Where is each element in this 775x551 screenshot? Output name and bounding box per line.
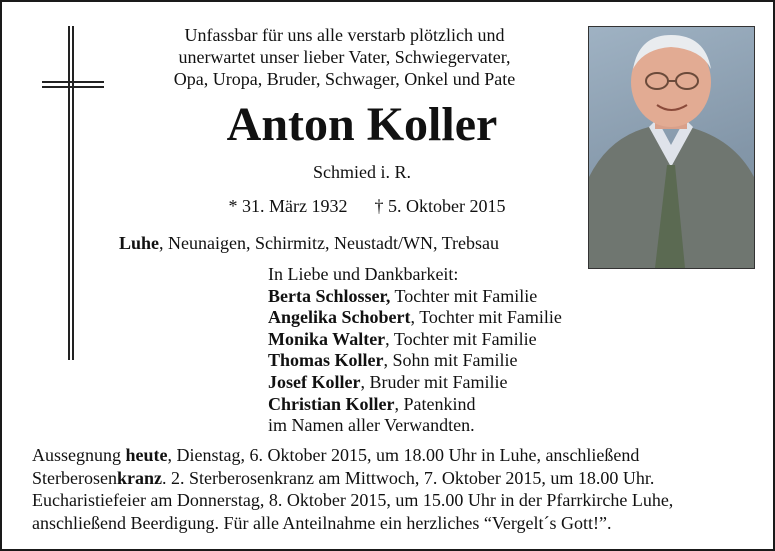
footer-text: . 2. Sterberosenkranz am Mittwoch, 7. Oktober 2015, um 18.00 Uhr. Eucharistiefeier am Donnerstag, 8. Oktober 2015, um 15.00 Uhr in der Pfarrkirche Luhe, anschließend Beerdigung. Für alle Anteilnahme ein herzliches “Vergelt´s Gott!”. [32, 467, 674, 533]
mourner-relation: Tochter mit Familie [390, 285, 538, 306]
mourner-name: Christian Koller [268, 393, 395, 414]
footer-text: Aussegnung [32, 445, 126, 465]
occupation: Schmied i. R. [313, 162, 411, 182]
mourners-closing: im Namen aller Verwandten. [268, 415, 475, 436]
cross-icon [42, 26, 106, 360]
intro-line: unerwartet unser lieber Vater, Schwiegervater, [178, 47, 511, 67]
footer-emphasis: kranz [116, 467, 162, 488]
death-date: † 5. Oktober 2015 [374, 196, 506, 216]
footer-text: , Dienstag, 6. Oktober 2015, um 18.00 Uhr in Luhe, anschließend Sterberosen [32, 445, 640, 488]
intro-text [122, 24, 567, 90]
mourner-row [268, 286, 608, 308]
portrait-photo [588, 26, 755, 269]
mourners-list [268, 264, 608, 437]
mourner-name: Monika Walter [268, 328, 386, 349]
intro-line: Unfassbar für uns alle verstarb plötzlich und [184, 25, 505, 45]
mourner-name: Angelika Schobert [268, 307, 411, 328]
mourner-relation: , Tochter mit Familie [385, 328, 537, 349]
life-dates [152, 196, 582, 217]
mourner-name: Thomas Koller [268, 350, 384, 371]
mourner-name: Josef Koller [268, 371, 361, 392]
service-details [32, 444, 752, 534]
mourner-relation: , Patenkind [394, 393, 476, 414]
mourner-row [268, 394, 608, 416]
mourner-name: Berta Schlosser, [268, 285, 391, 306]
places-line [119, 233, 589, 254]
footer-emphasis: heute [125, 445, 168, 465]
intro-line: Opa, Uropa, Bruder, Schwager, Onkel und Pate [173, 69, 516, 89]
mourner-row [268, 329, 608, 351]
place-others: , Neunaigen, Schirmitz, Neustadt/WN, Trebsau [159, 233, 499, 253]
deceased-name: Anton Koller [226, 98, 498, 151]
mourner-relation: , Sohn mit Familie [383, 350, 518, 371]
mourner-row [268, 350, 608, 372]
mourner-relation: , Tochter mit Familie [410, 307, 562, 328]
mourner-row [268, 307, 608, 329]
place-primary: Luhe [119, 233, 160, 253]
birth-date: * 31. März 1932 [228, 196, 348, 216]
mourners-heading: In Liebe und Dankbarkeit: [268, 264, 459, 284]
mourner-relation: , Bruder mit Familie [360, 371, 508, 392]
mourner-row [268, 372, 608, 394]
